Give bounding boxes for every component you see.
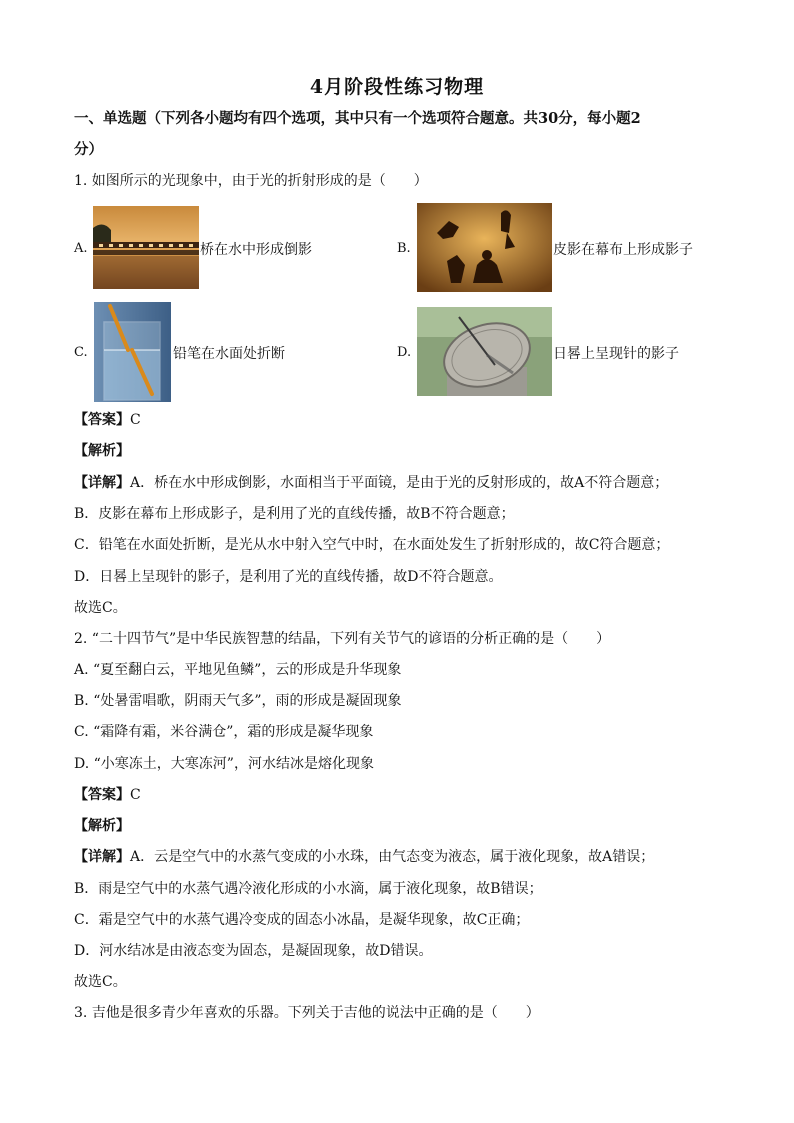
q1-detail-line-b: B．皮影在幕布上形成影子，是利用了光的直线传播，故B不符合题意；: [74, 506, 515, 522]
q1-analysis-label: 【解析】: [74, 443, 130, 459]
q2-answer: [74, 786, 141, 804]
q1-option-b-letter: B.: [397, 241, 411, 256]
q1-detail-line-c: C．铅笔在水面处折断，是光从水中射入空气中时，在水面处发生了折射形成的，故C符合题意；: [74, 537, 670, 553]
q2-option-d: D. “小寒冻土，大寒冻河”，河水结冰是熔化现象: [74, 756, 374, 772]
q1-answer: [74, 411, 141, 429]
q2-option-a: A. “夏至翻白云，平地见鱼鳞”，云的形成是升华现象: [74, 662, 402, 678]
answer-value: C: [130, 412, 141, 428]
q2-detail-line-a: [74, 848, 654, 866]
q1-conclusion: 故选C。: [74, 600, 127, 616]
page-title: 4月阶段性练习物理: [309, 76, 485, 98]
shadow-puppet-image: [417, 203, 552, 292]
q2-option-b: B. “处暑雷唱歌，阴雨天气多”，雨的形成是凝固现象: [74, 693, 402, 709]
question-2-stem: 2. “二十四节气”是中华民族智慧的结晶，下列有关节气的谚语的分析正确的是（ ）: [74, 631, 611, 647]
detail-text: A．桥在水中形成倒影，水面相当于平面镜，是由于光的反射形成的，故A不符合题意；: [130, 475, 669, 491]
q2-detail-line-d: D．河水结冰是由液态变为固态，是凝固现象，故D错误。: [74, 943, 433, 959]
q1-detail-line-a: [74, 474, 668, 492]
bridge-reflection-image: [93, 206, 199, 289]
q2-conclusion: 故选C。: [74, 974, 127, 990]
pencil-in-water-image: [94, 302, 171, 402]
q1-option-a-letter: A.: [74, 241, 88, 256]
question-1-stem: 1. 如图所示的光现象中，由于光的折射形成的是（ ）: [74, 173, 428, 189]
section-heading-line2: 分）: [74, 141, 103, 158]
answer-value: C: [130, 787, 141, 803]
answer-label: 【答案】: [74, 412, 130, 428]
answer-label: 【答案】: [74, 787, 130, 803]
section-heading-line1: 一、单选题（下列各小题均有四个选项，其中只有一个选项符合题意。共30分，每小题2: [74, 110, 641, 127]
q1-detail-line-d: D．日晷上呈现针的影子，是利用了光的直线传播，故D不符合题意。: [74, 569, 503, 585]
detail-label: 【详解】: [74, 475, 130, 491]
q1-option-d-caption: 日晷上呈现针的影子: [553, 346, 679, 362]
q2-detail-line-b: B．雨是空气中的水蒸气遇冷液化形成的小水滴，属于液化现象，故B错误；: [74, 881, 543, 897]
q2-detail-line-c: C．霜是空气中的水蒸气遇冷变成的固态小冰晶，是凝华现象，故C正确；: [74, 912, 530, 928]
q2-analysis-label: 【解析】: [74, 818, 130, 834]
q1-option-c-caption: 铅笔在水面处折断: [173, 346, 285, 362]
q1-option-d-letter: D.: [397, 345, 412, 360]
q2-option-c: C. “霜降有霜，米谷满仓”，霜的形成是凝华现象: [74, 724, 374, 740]
question-3-stem: 3. 吉他是很多青少年喜欢的乐器。下列关于吉他的说法中正确的是（ ）: [74, 1005, 540, 1021]
q1-option-b-caption: 皮影在幕布上形成影子: [553, 242, 693, 258]
detail-text: A．云是空气中的水蒸气变成的小水珠，由气态变为液态，属于液化现象，故A错误；: [130, 849, 655, 865]
q1-option-a-caption: 桥在水中形成倒影: [200, 242, 312, 258]
detail-label: 【详解】: [74, 849, 130, 865]
sundial-image: [417, 307, 552, 396]
q1-option-c-letter: C.: [74, 345, 88, 360]
